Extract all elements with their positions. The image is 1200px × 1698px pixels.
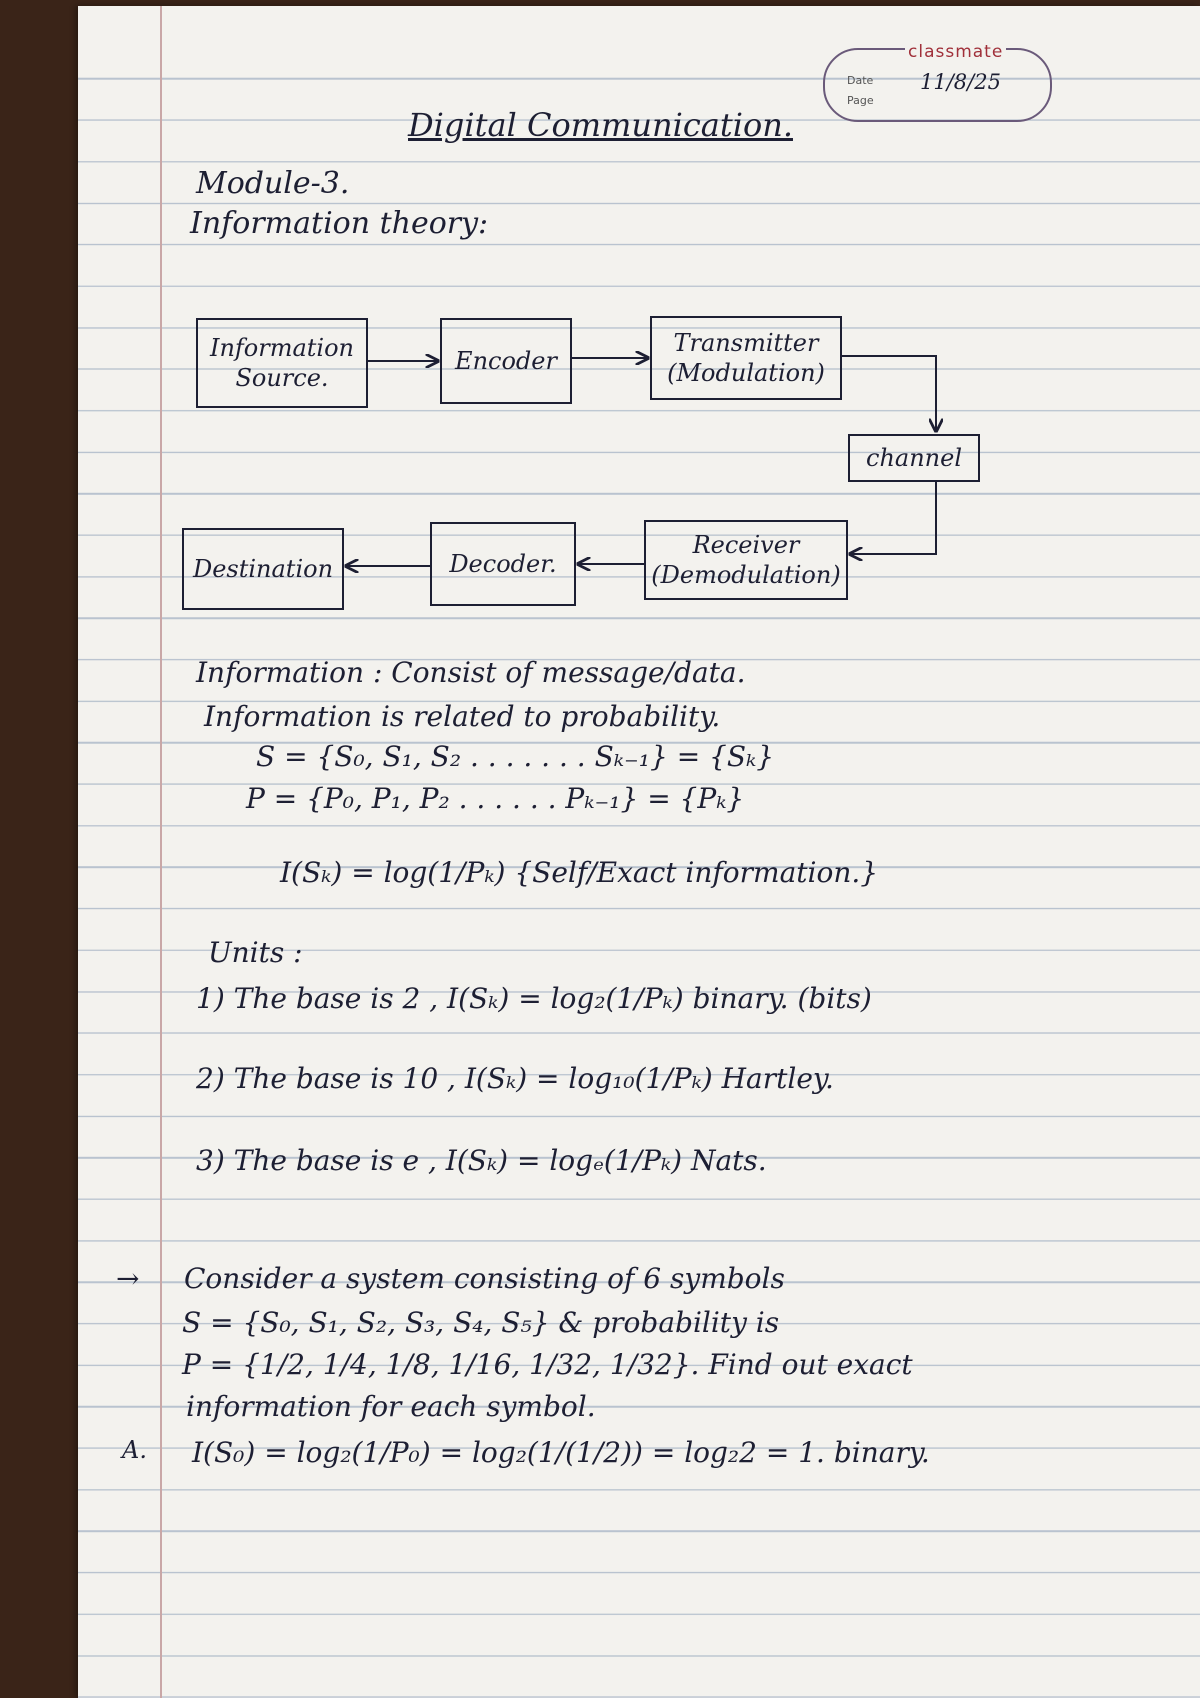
date-label: Date [847, 74, 874, 87]
problem-arrow: → [116, 1262, 140, 1295]
notebook-page [78, 6, 1200, 1698]
brand-label: classmate [905, 42, 1006, 62]
channel-label: channel [866, 444, 962, 472]
transmitter-label-2: (Modulation) [667, 359, 825, 387]
unit-nats: 3) The base is e , I(Sₖ) = logₑ(1/Pₖ) Nats. [196, 1144, 767, 1177]
source-label-2: Source. [235, 364, 329, 392]
answer-line: I(S₀) = log₂(1/P₀) = log₂(1/(1/2)) = log₂2 = 1. binary. [192, 1436, 930, 1469]
date-value: 11/8/25 [920, 70, 1001, 94]
units-heading: Units : [208, 936, 303, 969]
symbol-set: S = {S₀, S₁, S₂ . . . . . . . Sₖ₋₁} = {Sₖ} [256, 740, 775, 773]
problem-line-3: P = {1/2, 1/4, 1/8, 1/16, 1/32, 1/32}. Find out exact [182, 1348, 913, 1381]
problem-line-1: Consider a system consisting of 6 symbols [184, 1262, 785, 1295]
page-title: Digital Communication. [408, 106, 793, 144]
decoder-label: Decoder. [449, 550, 557, 578]
self-information-formula: I(Sₖ) = log(1/Pₖ) {Self/Exact information.} [280, 856, 879, 889]
problem-line-4: information for each symbol. [186, 1390, 596, 1423]
source-label-1: Information [209, 334, 355, 362]
topic-heading: Information theory: [190, 206, 489, 241]
unit-binary: 1) The base is 2 , I(Sₖ) = log₂(1/Pₖ) binary. (bits) [196, 982, 872, 1015]
probability-set: P = {P₀, P₁, P₂ . . . . . . Pₖ₋₁} = {Pₖ} [246, 782, 745, 815]
encoder-label: Encoder [455, 347, 557, 375]
receiver-label-1: Receiver [692, 531, 800, 559]
unit-hartley: 2) The base is 10 , I(Sₖ) = log₁₀(1/Pₖ) Hartley. [196, 1062, 834, 1095]
module-heading: Module-3. [196, 166, 350, 201]
problem-line-2: S = {S₀, S₁, S₂, S₃, S₄, S₅} & probability is [182, 1306, 780, 1339]
answer-label: A. [122, 1436, 147, 1464]
page-label: Page [847, 94, 874, 107]
diagram-arrows [78, 6, 1200, 706]
receiver-label-2: (Demodulation) [651, 561, 841, 589]
transmitter-label-1: Transmitter [673, 329, 819, 357]
info-definition: Information : Consist of message/data. [196, 656, 746, 689]
arrow-transmitter-channel [842, 356, 936, 431]
info-probability: Information is related to probability. [204, 700, 721, 733]
destination-label: Destination [192, 555, 334, 583]
arrow-channel-receiver [850, 482, 936, 554]
